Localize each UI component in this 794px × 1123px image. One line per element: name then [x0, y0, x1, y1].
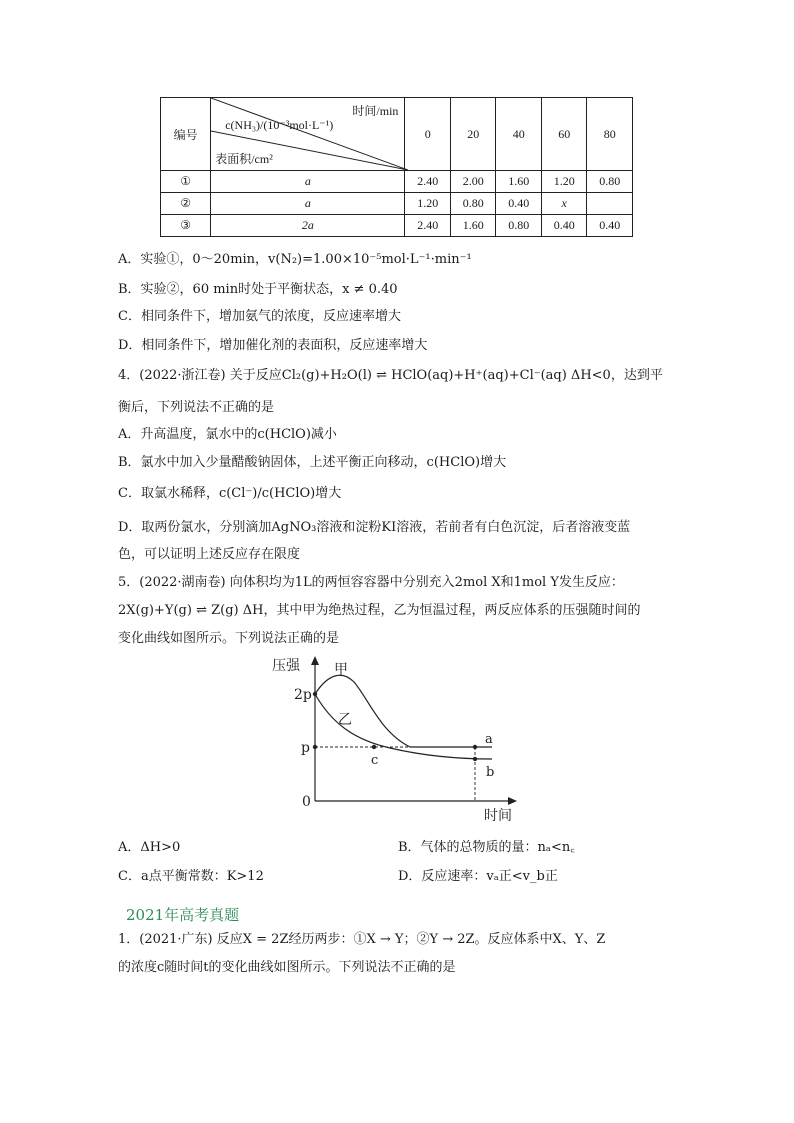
- cell-value: 2.40: [405, 171, 451, 193]
- cell-value: 1.60: [496, 171, 542, 193]
- q5-stem-line3: 变化曲线如图所示。下列说法正确的是: [118, 631, 340, 646]
- row-id: ②: [161, 193, 211, 215]
- row-area: a: [211, 171, 405, 193]
- point-b-dot: [473, 757, 477, 761]
- pressure-time-graph: [270, 652, 530, 822]
- time-header: 40: [496, 98, 542, 171]
- q4-option-d-line1: D．取两份氯水，分别滴加AgNO₃溶液和淀粉KI溶液，若前者有白色沉淀，后者溶液变蓝: [118, 520, 631, 535]
- row-area: a: [211, 193, 405, 215]
- point-c-label: c: [371, 753, 379, 768]
- q4-stem-line2: 衡后，下列说法不正确的是: [118, 400, 275, 415]
- q2021-stem-line2: 的浓度c随时间t的变化曲线如图所示。下列说法不正确的是: [118, 960, 456, 975]
- point-a-dot: [473, 745, 477, 749]
- origin-label: 0: [302, 794, 311, 810]
- y-tick-p: p: [301, 740, 310, 756]
- point-p: [313, 745, 317, 749]
- x-axis-arrow: [508, 797, 517, 805]
- cell-value: 1.20: [405, 193, 451, 215]
- q5-option-d: D．反应速率：vₐ正<v_b正: [398, 869, 558, 884]
- table-header-row: [161, 98, 633, 171]
- row-area: 2a: [211, 215, 405, 237]
- time-header: 20: [450, 98, 496, 171]
- point-a-label: a: [485, 732, 493, 747]
- y-axis-arrow: [311, 656, 319, 665]
- q4-option-b: B．氯水中加入少量醋酸钠固体，上述平衡正向移动，c(HClO)增大: [118, 455, 507, 470]
- curve-jia-label: 甲: [334, 662, 348, 678]
- table-row: [161, 193, 633, 215]
- point-c-dot: [372, 745, 376, 749]
- cell-value: 0.40: [541, 215, 587, 237]
- section-title: 2021年高考真题: [126, 906, 240, 924]
- q5-stem-line1: 5．(2022·湖南卷) 向体积均为1L的两恒容容器中分别充入2mol X和1mol Y发生反应：: [118, 575, 624, 590]
- cell-value: 2.00: [450, 171, 496, 193]
- point-2p: [313, 692, 317, 696]
- cell-value: 0.80: [496, 215, 542, 237]
- q5-option-a: A．ΔH>0: [118, 840, 181, 855]
- y-tick-2p: 2p: [294, 687, 312, 703]
- x-axis-label: 时间: [484, 808, 512, 822]
- q3-option-c: C．相同条件下，增加氨气的浓度，反应速率增大: [118, 309, 401, 324]
- row-id: ①: [161, 171, 211, 193]
- cell-value: [587, 193, 633, 215]
- q3-option-a: A．实验①，0～20min，v(N₂)=1.00×10⁻⁵mol·L⁻¹·min⁻¹: [118, 252, 472, 267]
- cell-value: x: [541, 193, 587, 215]
- row-id: ③: [161, 215, 211, 237]
- q2021-stem-line1: 1．(2021·广东) 反应X = 2Z经历两步：①X → Y；②Y → 2Z。反应体系中X、Y、Z: [118, 932, 606, 947]
- diag-conc-label: c(NH₃)/(10⁻³mol·L⁻¹): [225, 118, 334, 132]
- q3-option-d: D．相同条件下，增加催化剂的表面积，反应速率增大: [118, 338, 428, 353]
- q4-stem-line1: 4．(2022·浙江卷) 关于反应Cl₂(g)+H₂O(l) ⇌ HClO(aq)+H⁺(aq)+Cl⁻(aq) ΔH<0，达到平: [118, 368, 663, 383]
- q4-option-d-line2: 色，可以证明上述反应存在限度: [118, 547, 301, 562]
- point-b-label: b: [486, 765, 495, 780]
- id-header: 编号: [161, 98, 211, 171]
- diag-area-label: 表面积/cm²: [215, 152, 273, 166]
- q3-option-b: B．实验②，60 min时处于平衡状态，x ≠ 0.40: [118, 282, 398, 297]
- q4-option-c: C．取氯水稀释，c(Cl⁻)/c(HClO)增大: [118, 486, 342, 501]
- rate-data-table: [160, 97, 633, 237]
- cell-value: 0.40: [496, 193, 542, 215]
- q4-option-a: A．升高温度，氯水中的c(HClO)减小: [118, 427, 337, 442]
- cell-value: 0.40: [587, 215, 633, 237]
- table-row: [161, 171, 633, 193]
- cell-value: 1.60: [450, 215, 496, 237]
- time-header: 60: [541, 98, 587, 171]
- y-axis-label: 压强: [272, 658, 300, 674]
- cell-value: 2.40: [405, 215, 451, 237]
- time-header: 0: [405, 98, 451, 171]
- cell-value: 0.80: [587, 171, 633, 193]
- diag-time-label: 时间/min: [352, 104, 399, 118]
- curve-yi-label: 乙: [338, 712, 352, 728]
- q5-option-c: C．a点平衡常数：K>12: [118, 869, 264, 884]
- cell-value: 0.80: [450, 193, 496, 215]
- cell-value: 1.20: [541, 171, 587, 193]
- table-row: [161, 215, 633, 237]
- diagonal-header-cell: [211, 98, 405, 171]
- time-header: 80: [587, 98, 633, 171]
- q5-option-b: B．气体的总物质的量：nₐ<n꜀: [398, 840, 575, 855]
- q5-stem-line2: 2X(g)+Y(g) ⇌ Z(g) ΔH，其中甲为绝热过程，乙为恒温过程，两反应体系的压强随时间的: [118, 603, 641, 618]
